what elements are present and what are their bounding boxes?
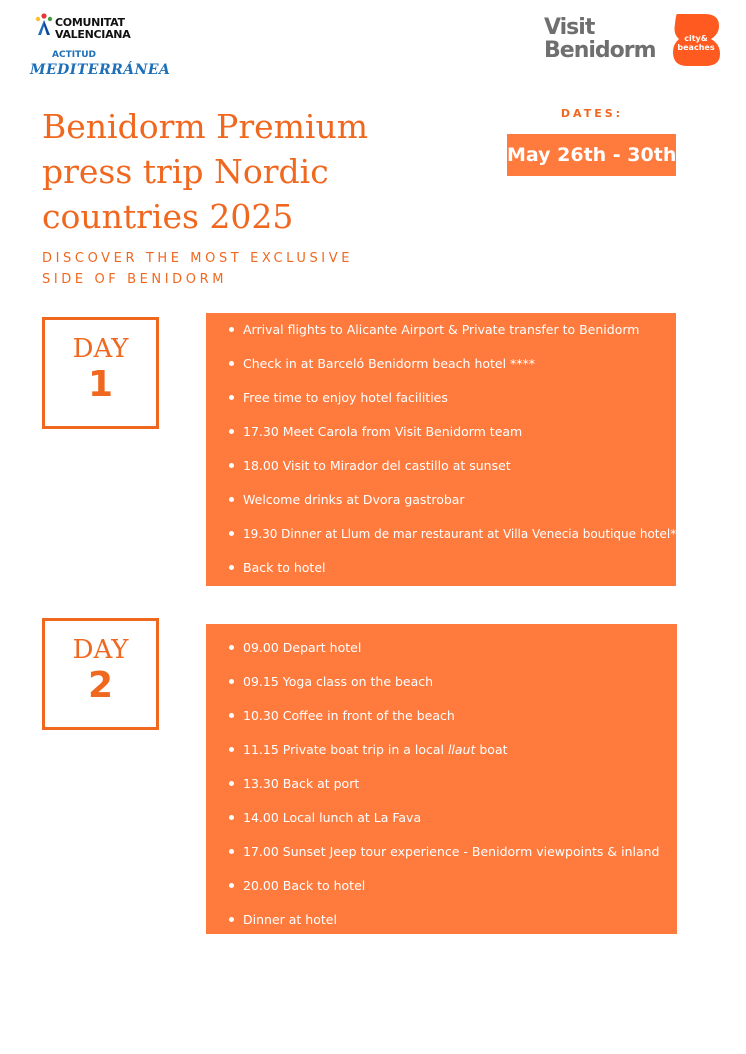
schedule-item: 17.00 Sunset Jeep tour experience - Benidorm viewpoints & inland <box>206 835 677 869</box>
schedule-item-text: 11.15 Private boat trip in a local <box>243 742 448 757</box>
day-1-schedule <box>206 313 701 586</box>
day-2-schedule <box>206 624 677 934</box>
actitud-text: ACTITUD <box>52 50 96 60</box>
dates-value: May 26th - 30th <box>507 134 676 176</box>
day-word: DAY <box>72 635 129 665</box>
schedule-item: Dinner at hotel <box>206 903 677 937</box>
badge-line1: city& <box>684 34 708 43</box>
schedule-item: Free time to enjoy hotel facilities <box>206 381 676 415</box>
schedule-item: 19.30 Dinner at Llum de mar restaurant at Villa Venecia boutique hotel***** <box>206 517 676 551</box>
schedule-item-text: boat <box>475 742 508 757</box>
badge-line2: beaches <box>677 43 715 52</box>
dates-label: DATES: <box>560 107 624 120</box>
schedule-item: Check in at Barceló Benidorm beach hotel **** <box>206 347 676 381</box>
schedule-item: 09.15 Yoga class on the beach <box>206 665 677 699</box>
page-title <box>42 104 422 239</box>
city-beaches-badge-icon <box>671 12 721 67</box>
day-number: 2 <box>87 665 114 706</box>
schedule-item: 17.30 Meet Carola from Visit Benidorm team <box>206 415 676 449</box>
title-line: press trip Nordic <box>42 152 329 191</box>
schedule-item <box>206 733 677 767</box>
day-1-badge <box>42 317 159 429</box>
schedule-item: 20.00 Back to hotel <box>206 869 677 903</box>
schedule-item: 18.00 Visit to Mirador del castillo at sunset <box>206 449 676 483</box>
schedule-item: Welcome drinks at Dvora gastrobar <box>206 483 676 517</box>
schedule-item: 09.00 Depart hotel <box>206 631 677 665</box>
title-line: countries 2025 <box>42 197 294 236</box>
visit-word: Visit <box>544 15 595 40</box>
benidorm-word: Benidorm <box>544 38 656 63</box>
schedule-item-italic: llaut <box>447 742 476 757</box>
schedule-item: Arrival flights to Alicante Airport & Private transfer to Benidorm <box>206 313 676 347</box>
visit-benidorm-logo <box>542 12 722 72</box>
day-word: DAY <box>72 334 129 364</box>
comunitat-line1: COMUNITAT <box>55 16 125 29</box>
mediterranea-text: MEDITERRÁNEA <box>30 62 171 78</box>
comunitat-valenciana-logo <box>30 10 171 85</box>
page-subtitle <box>42 248 353 290</box>
subtitle-line: DISCOVER THE MOST EXCLUSIVE <box>42 251 354 266</box>
schedule-item: 13.30 Back at port <box>206 767 677 801</box>
comunitat-line2: VALENCIANA <box>55 28 131 41</box>
day-number: 1 <box>87 364 114 405</box>
schedule-item: 14.00 Local lunch at La Fava <box>206 801 677 835</box>
subtitle-line: SIDE OF BENIDORM <box>42 272 228 287</box>
day-2-badge <box>42 618 159 730</box>
title-line: Benidorm Premium <box>42 107 369 146</box>
comunitat-valenciana-mark-icon <box>33 12 55 36</box>
schedule-item: Back to hotel <box>206 551 676 585</box>
visit-benidorm-wordmark <box>544 16 656 62</box>
schedule-item: 10.30 Coffee in front of the beach <box>206 699 677 733</box>
